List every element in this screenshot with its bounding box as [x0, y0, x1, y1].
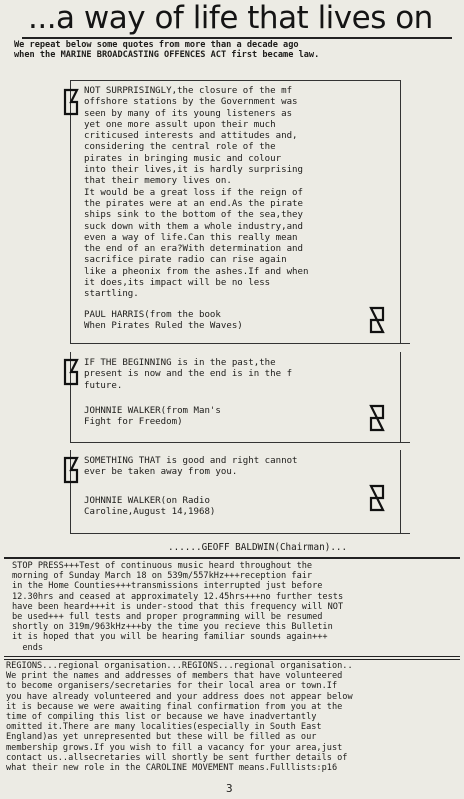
- quote-attribution: PAUL HARRIS(from the book When Pirates Ruled the Waves): [84, 310, 243, 332]
- page-number: 3: [226, 782, 233, 795]
- quote-attribution: JOHNNIE WALKER(from Man's Fight for Freedom): [84, 406, 221, 428]
- quote-text: SOMETHING THAT is good and right cannot ever be taken away from you.: [84, 456, 298, 478]
- quote-text: NOT SURPRISINGLY,the closure of the mf offshore stations by the Government was seen by many of its young listeners as yet one more assult upon their much criticused interests and attitudes and, considering the central role of the pirates in bringing music and colour into their lives,it is hardly surprising that their memory lives on. It would be a great loss if the reign of the pirates were at an end.As the pirate ships sink to the bottom of the sea,they suck down with them a whole industry,and even a way of life.Can this really mean the end of an era?With determination and sacrifice pirate radio can rise again like a pheonix from the ashes.If and when it does,its impact will be no less startling.: [84, 86, 309, 300]
- quote-frame-bottom: [70, 533, 410, 534]
- quote-frame-top: [70, 80, 400, 81]
- close-quote-icon: [368, 306, 386, 334]
- intro-text: We repeat below some quotes from more than a decade ago when the MARINE BROADCASTING OFFENCES ACT first became law.: [14, 40, 320, 60]
- stop-press-text: STOP PRESS+++Test of continuous music heard throughout the morning of Sunday March 18 on 539m/557kHz+++reception fair in the Home Counties+++transmissions interrupted just before 12.30hrs and ceased at approximately 12.45hrs+++no further tests have been heard+++it is under-stood that this frequency will NOT be used+++ full tests and proper programming will be resumed shortly on 319m/963kHz+++by the time you recieve this Bulletin it is hoped that you will be hearing familiar sounds again+++ ends: [12, 561, 344, 653]
- regions-rule: [4, 656, 460, 657]
- regions-text: REGIONS...regional organisation...REGIONS...regional organisation.. We print the names and addresses of members that have volunteered to become organisers/secretaries for their local area or town.If you have already volunteered and your address does not appear below it is because we were awaiting final confirmation from you at the time of compiling this list or because we have inadvertantly omitted it.There are many localities(especially in South East England)as yet unrepresented but these will be filled as our membership grows.If you wish to fill a vacancy for your area,just contact us..allsecretaries will shortly be sent further details of what their new role in the CAROLINE MOVEMENT means.Fulllists:p16: [6, 661, 353, 774]
- open-quote-icon: [62, 358, 80, 386]
- quote-frame-right: [400, 80, 401, 343]
- quote-attribution: JOHNNIE WALKER(on Radio Caroline,August 14,1968): [84, 496, 216, 518]
- close-quote-icon: [368, 404, 386, 432]
- regions-rule: [4, 659, 460, 660]
- quote-text: IF THE BEGINNING is in the past,the present is now and the end is in the f future.: [84, 358, 293, 391]
- stop-press-rule: [4, 557, 460, 559]
- quote-frame-bottom: [70, 442, 410, 443]
- open-quote-icon: [62, 88, 80, 116]
- close-quote-icon: [368, 484, 386, 512]
- title-underline: [22, 37, 452, 39]
- quote-frame-right: [400, 352, 401, 442]
- quote-frame-bottom: [70, 343, 410, 344]
- open-quote-icon: [62, 456, 80, 484]
- chairman-byline: ......GEOFF BALDWIN(Chairman)...: [168, 542, 348, 553]
- page-title: ...a way of life that lives on: [28, 0, 433, 36]
- quote-frame-left: [70, 80, 71, 343]
- quote-frame-right: [400, 450, 401, 533]
